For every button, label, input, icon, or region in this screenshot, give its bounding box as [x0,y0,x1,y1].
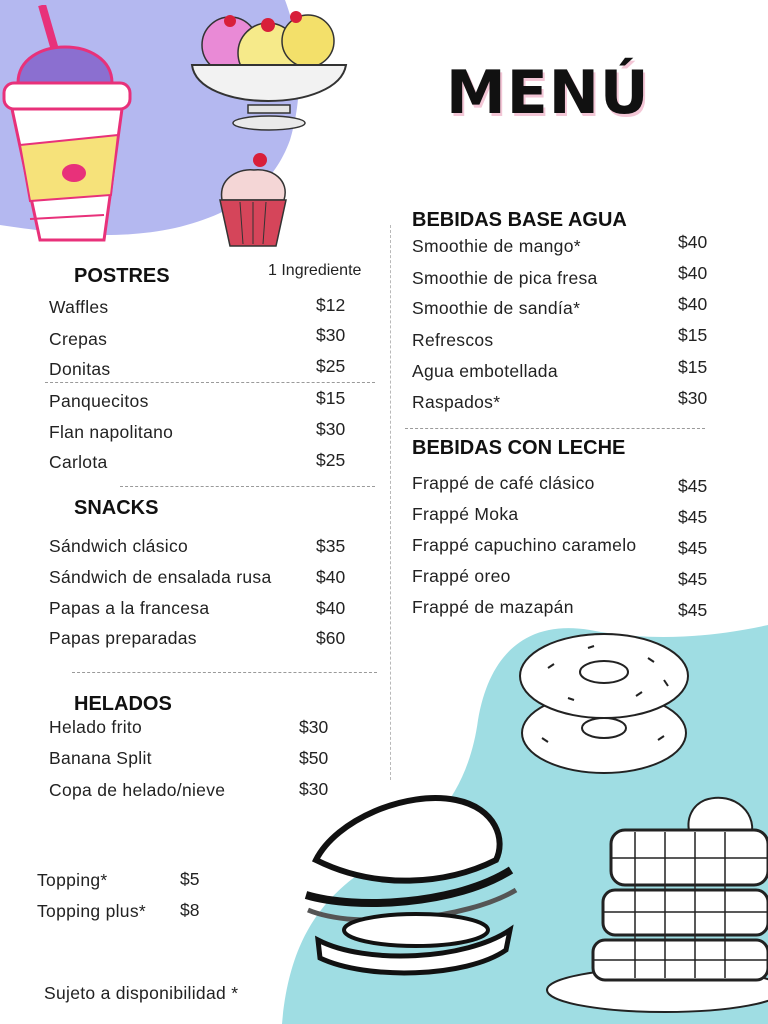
bebidas-agua-heading: BEBIDAS BASE AGUA [412,209,627,231]
item-price: $40 [316,598,346,618]
item-price: $60 [316,628,346,648]
list-item: Frappé Moka [412,504,519,524]
item-price: $40 [678,294,708,314]
item-price: $30 [316,419,346,439]
item-price: $45 [678,476,708,496]
list-item: Banana Split [49,748,152,768]
item-price: $15 [678,325,708,345]
topping-plus-label: Topping plus* [37,901,146,921]
item-price: $30 [678,388,708,408]
list-item: Papas a la francesa [49,598,210,618]
list-item: Frappé capuchino caramelo [412,535,637,555]
item-price: $12 [316,295,346,315]
cupcake-illustration [212,150,294,250]
item-price: $15 [678,357,708,377]
item-price: $45 [678,569,708,589]
footnote: Sujeto a disponibilidad * [44,983,239,1003]
list-item: Frappé oreo [412,566,511,586]
sandwich-illustration [296,790,524,980]
item-price: $25 [316,356,346,376]
snacks-heading: SNACKS [74,497,159,519]
postres-note: 1 Ingrediente [268,262,362,279]
divider [405,428,705,429]
list-item: Frappé de mazapán [412,597,574,617]
item-price: $40 [678,263,708,283]
frappe-cup-illustration [0,5,140,245]
waffles-illustration [545,790,768,1015]
topping-price: $5 [180,869,200,889]
ice-cream-bowl-illustration [188,5,350,133]
item-price: $45 [678,507,708,527]
item-price: $25 [316,450,346,470]
list-item: Papas preparadas [49,628,197,648]
list-item: Smoothie de mango* [412,236,581,256]
item-price: $40 [316,567,346,587]
bebidas-leche-heading: BEBIDAS CON LECHE [412,437,626,459]
list-item: Flan napolitano [49,422,174,442]
item-price: $30 [299,779,329,799]
topping-plus-price: $8 [180,900,200,920]
divider [120,486,375,487]
list-item: Agua embotellada [412,361,558,381]
list-item: Frappé de café clásico [412,473,595,493]
item-price: $50 [299,748,329,768]
list-item: Raspados* [412,392,501,412]
donuts-illustration [518,628,690,778]
postres-heading: POSTRES [74,265,170,287]
item-price: $40 [678,232,708,252]
list-item: Sándwich clásico [49,536,189,556]
divider [72,672,377,673]
topping-label: Topping* [37,870,108,890]
helados-heading: HELADOS [74,693,172,715]
list-item: Smoothie de pica fresa [412,268,598,288]
list-item: Waffles [49,297,109,317]
list-item: Sándwich de ensalada rusa [49,567,272,587]
list-item: Carlota [49,452,108,472]
divider [45,382,375,383]
column-divider [390,225,391,780]
item-price: $35 [316,536,346,556]
item-price: $30 [316,325,346,345]
list-item: Helado frito [49,717,143,737]
item-price: $30 [299,717,329,737]
list-item: Refrescos [412,330,494,350]
list-item: Smoothie de sandía* [412,298,581,318]
item-price: $45 [678,538,708,558]
item-price: $45 [678,600,708,620]
menu-title: MENÚ [446,58,650,128]
list-item: Copa de helado/nieve [49,780,226,800]
list-item: Crepas [49,329,108,349]
item-price: $15 [316,388,346,408]
list-item: Donitas [49,359,111,379]
list-item: Panquecitos [49,391,149,411]
